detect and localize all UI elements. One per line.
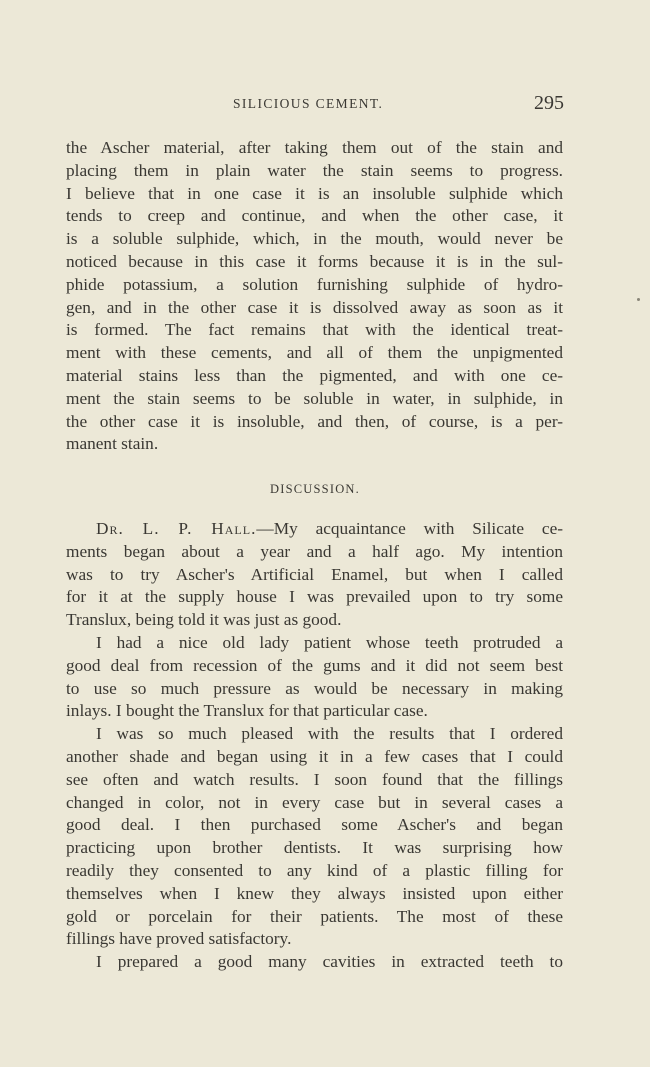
text-line: to use so much pressure as would be necessary in making <box>66 678 563 698</box>
text-line: for it at the supply house I was prevailed upon to try some <box>66 587 563 607</box>
text-line: I prepared a good many cavities in extracted teeth to <box>96 952 563 972</box>
text-line: practicing upon brother dentists. It was surprising how <box>66 838 563 858</box>
text-line: I had a nice old lady patient whose teeth protruded a <box>96 632 563 652</box>
text-line: is formed. The fact remains that with the identical treat- <box>66 320 563 340</box>
text-line: phide potassium, a solution furnishing sulphide of hydro- <box>66 274 563 294</box>
running-title: SILICIOUS CEMENT. <box>233 96 384 111</box>
text-line: ment the stain seems to be soluble in water, in sulphide, in <box>66 388 563 408</box>
text-line: the other case it is insoluble, and then, of course, is a per- <box>66 411 563 431</box>
text-line: readily they consented to any kind of a plastic filling for <box>66 860 563 880</box>
text-line: gold or porcelain for their patients. The most of these <box>66 906 563 926</box>
text-line: gen, and in the other case it is dissolved away as soon as it <box>66 297 563 317</box>
speaker-text: —My acquaintance with Silicate ce- <box>256 519 563 538</box>
section-heading: DISCUSSION. <box>270 482 360 496</box>
text-line: is a soluble sulphide, which, in the mouth, would never be <box>66 229 563 249</box>
page-number: 295 <box>534 92 564 114</box>
text-line: ments began about a year and a half ago. My intention <box>66 541 563 561</box>
paper-speck <box>637 298 640 301</box>
text-line: see often and watch results. I soon found that the fillings <box>66 769 563 789</box>
text-line: fillings have proved satisfactory. <box>66 929 292 949</box>
body-paragraph-1 <box>66 137 563 456</box>
text-line: I believe that in one case it is an insoluble sulphide which <box>66 183 563 203</box>
text-line: placing them in plain water the stain seems to progress. <box>66 160 563 180</box>
text-line: good deal from recession of the gums and it did not seem best <box>66 655 563 675</box>
text-line: changed in color, not in every case but in several cases a <box>66 792 563 812</box>
running-header <box>0 93 650 115</box>
text-line: Translux, being told it was just as good. <box>66 610 342 630</box>
text-line: material stains less than the pigmented, and with one ce- <box>66 365 563 385</box>
text-line: was to try Ascher's Artificial Enamel, but when I called <box>66 564 563 584</box>
text-line: noticed because in this case it forms because it is in the sul- <box>66 251 563 271</box>
text-line: I was so much pleased with the results that I ordered <box>96 724 563 744</box>
text-line: good deal. I then purchased some Ascher's and began <box>66 815 563 835</box>
text-line: another shade and began using it in a few cases that I could <box>66 746 563 766</box>
speaker-name: Dr. L. P. Hall. <box>96 519 257 538</box>
text-line: tends to creep and continue, and when the other case, it <box>66 206 563 226</box>
text-line: themselves when I knew they always insisted upon either <box>66 883 563 903</box>
text-line: inlays. I bought the Translux for that particular case. <box>66 701 428 721</box>
body-paragraph-2 <box>66 518 563 974</box>
text-line: ment with these cements, and all of them the unpigmented <box>66 343 563 363</box>
text-line: the Ascher material, after taking them out of the stain and <box>66 138 563 157</box>
text-line <box>66 518 563 541</box>
text-line: manent stain. <box>66 434 159 454</box>
